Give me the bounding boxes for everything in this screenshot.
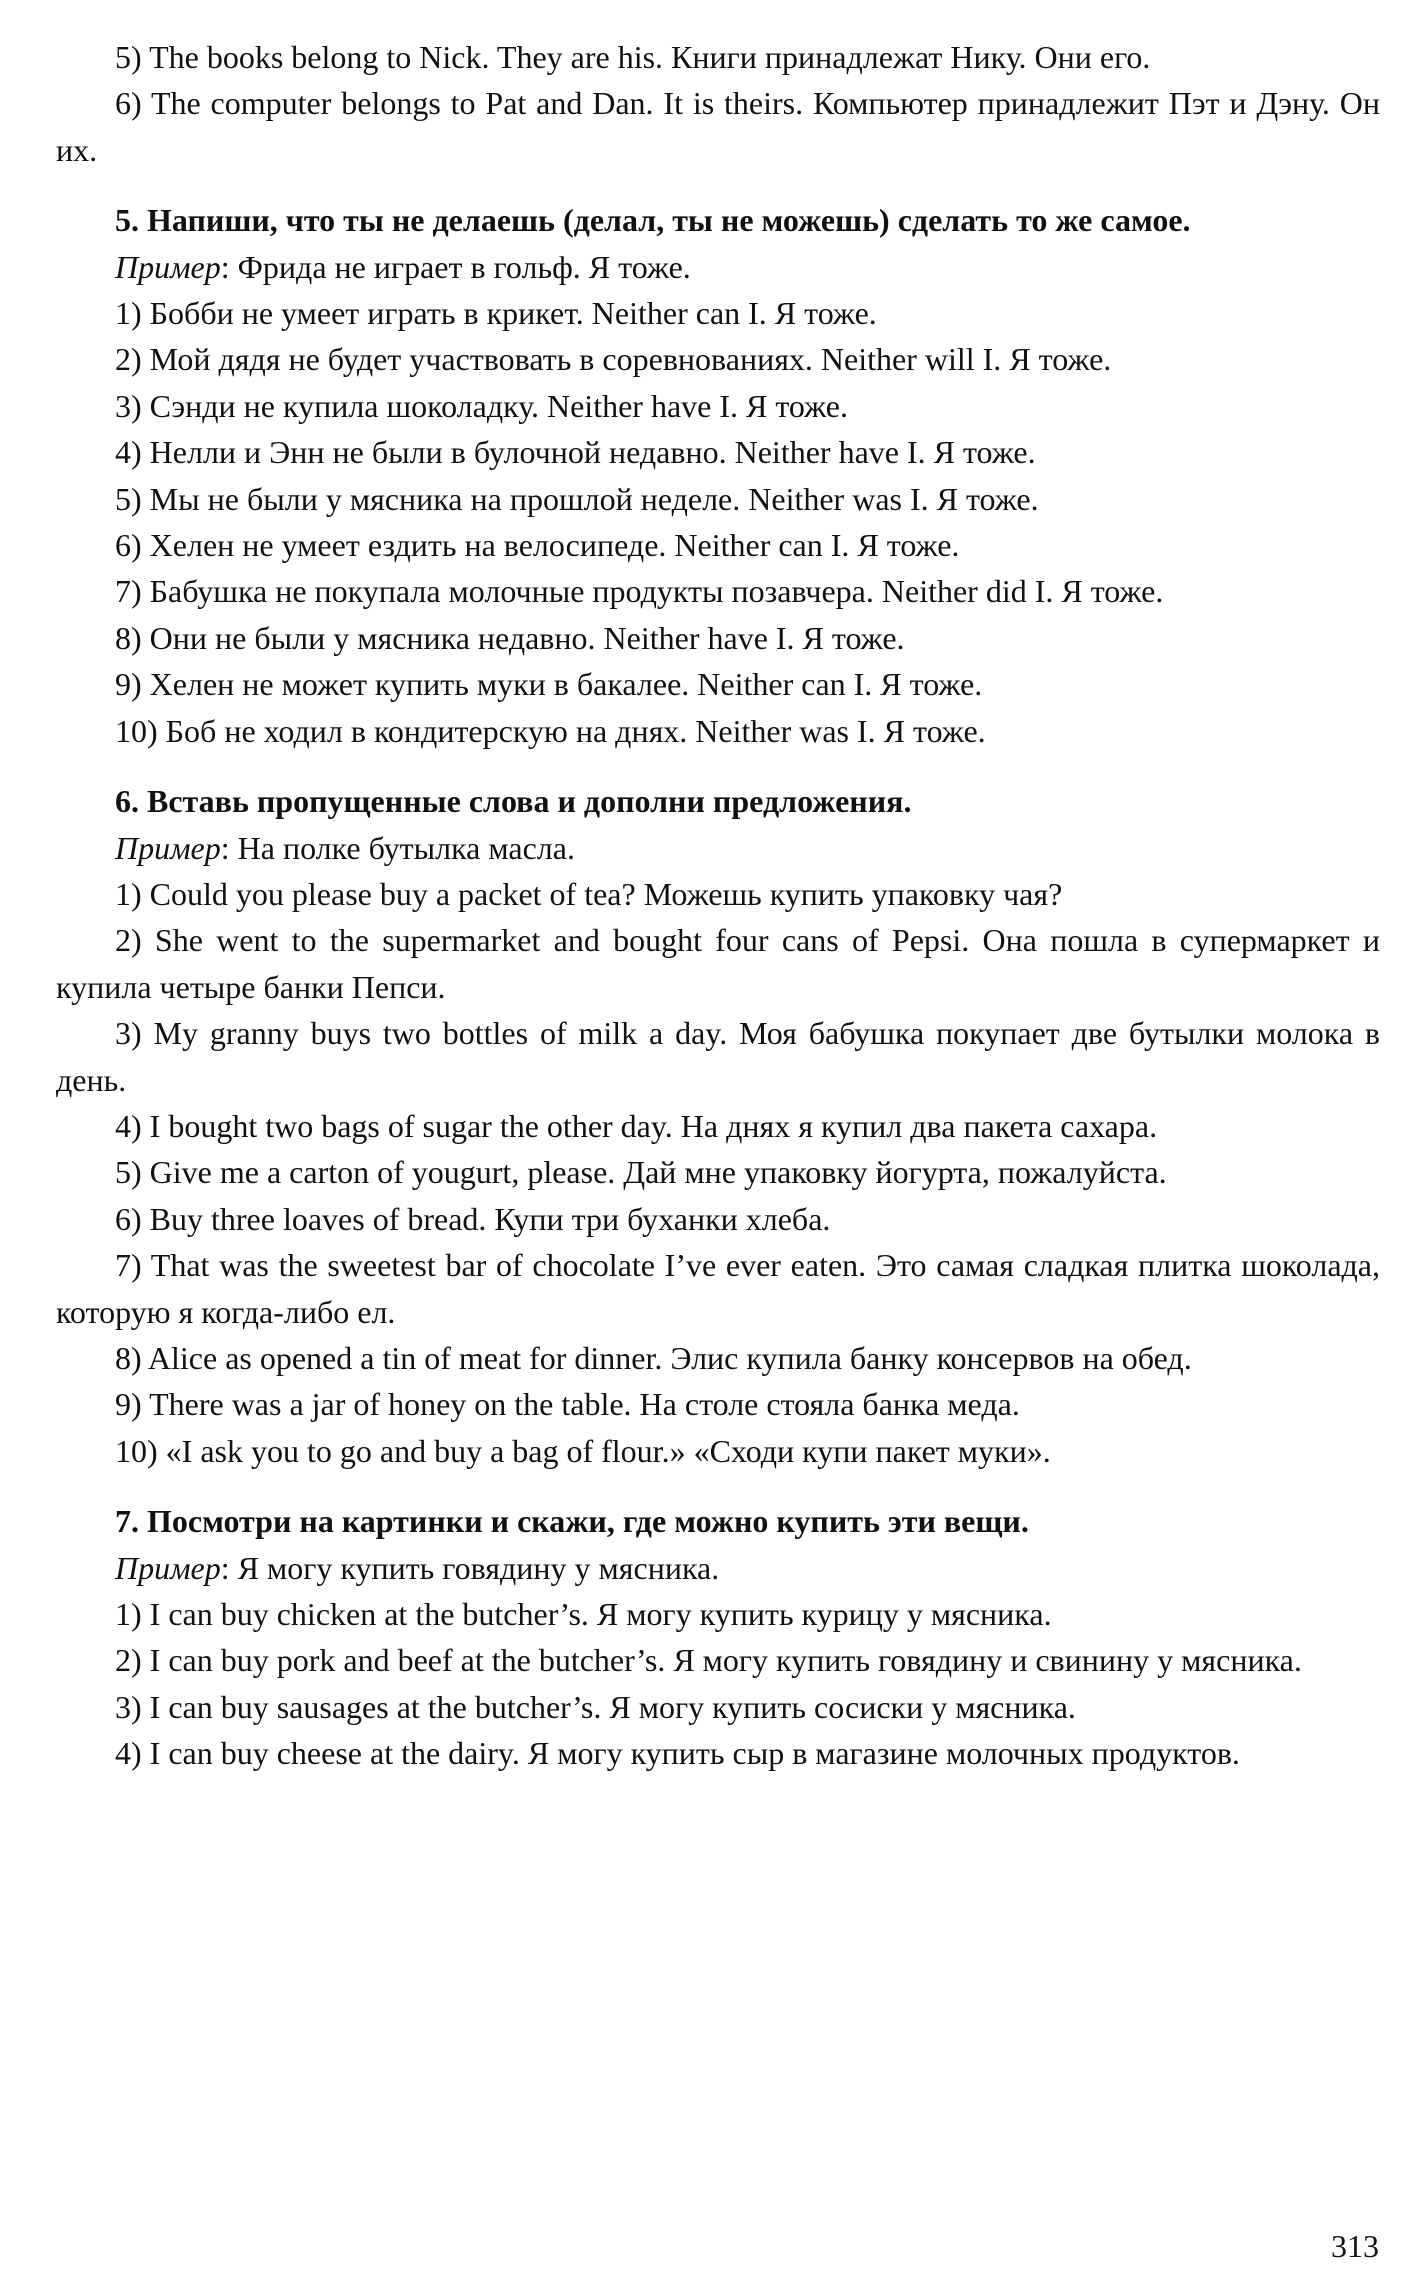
- exercise-5: [56, 197, 1380, 754]
- page-body: [56, 34, 1380, 1777]
- example-text: : На полке бутылка масла.: [220, 829, 575, 866]
- list-item: 10) Боб не ходил в кондитерскую на днях. Neither was I. Я тоже.: [115, 712, 986, 749]
- example-text: : Фрида не играет в гольф. Я тоже.: [220, 248, 691, 285]
- list-item: 10) «I ask you to go and buy a bag of flour.» «Сходи купи пакет муки».: [115, 1432, 1051, 1469]
- list-item: 6) The computer belongs to Pat and Dan. It is theirs. Компьютер принадлежит Пэт и Дэну. Он их.: [56, 85, 1380, 168]
- exercise-heading: 5. Напиши, что ты не делаешь (делал, ты не можешь) сделать то же самое.: [115, 202, 1191, 239]
- exercise-heading: 7. Посмотри на картинки и скажи, где можно купить эти вещи.: [115, 1503, 1029, 1540]
- page-number: 313: [1331, 2228, 1379, 2264]
- exercise-7: [56, 1498, 1380, 1776]
- exercise-6: [56, 778, 1380, 1474]
- list-item: 6) Хелен не умеет ездить на велосипеде. Neither can I. Я тоже.: [115, 527, 960, 564]
- list-item: 4) I bought two bags of sugar the other day. На днях я купил два пакета сахара.: [115, 1107, 1158, 1144]
- list-item: 2) She went to the supermarket and bought four cans of Pepsi. Она пошла в супермаркет и купила четыре банки Пепси.: [56, 922, 1380, 1005]
- list-item: 1) I can buy chicken at the butcher’s. Я могу купить курицу у мясника.: [115, 1596, 1052, 1632]
- list-item: 8) Они не были у мясника недавно. Neither have I. Я тоже.: [115, 619, 905, 656]
- list-item: 7) Бабушка не покупала молочные продукты позавчера. Neither did I. Я тоже.: [115, 573, 1164, 610]
- list-item: 1) Could you please buy a packet of tea? Можешь купить упаковку чая?: [115, 875, 1063, 912]
- list-item: 2) I can buy pork and beef at the butcher’s. Я могу купить говядину и свинину у мясника.: [115, 1642, 1302, 1679]
- example-label: Пример: [115, 248, 221, 285]
- list-item: 7) That was the sweetest bar of chocolate I’ve ever eaten. Это самая сладкая плитка шоколада, которую я когда-либо ел.: [56, 1247, 1380, 1330]
- list-item: 5) The books belong to Nick. They are his. Книги принадлежат Нику. Они его.: [115, 39, 1151, 75]
- list-item: 4) I can buy cheese at the dairy. Я могу купить сыр в магазине молочных продуктов.: [115, 1735, 1240, 1772]
- list-item: 9) Хелен не может купить муки в бакалее. Neither can I. Я тоже.: [115, 666, 983, 703]
- example-label: Пример: [115, 829, 221, 866]
- example: [56, 244, 1380, 290]
- example-text: : Я могу купить говядину у мясника.: [220, 1549, 720, 1586]
- list-item: 9) There was a jar of honey on the table. На столе стояла банка меда.: [115, 1386, 1020, 1423]
- example: [56, 1545, 1380, 1591]
- list-item: 3) I can buy sausages at the butcher’s. Я могу купить сосиски у мясника.: [115, 1688, 1076, 1725]
- list-item: 8) Alice as opened a tin of meat for dinner. Элис купила банку консервов на обед.: [115, 1339, 1192, 1376]
- example: [56, 825, 1380, 871]
- list-item: 3) Сэнди не купила шоколадку. Neither have I. Я тоже.: [115, 387, 848, 424]
- list-item: 5) Мы не были у мясника на прошлой неделе. Neither was I. Я тоже.: [115, 480, 1039, 517]
- list-item: 5) Give me a carton of yougurt, please. Дай мне упаковку йогурта, пожалуйста.: [115, 1154, 1167, 1191]
- list-item: 3) My granny buys two bottles of milk a day. Моя бабушка покупает две бутылки молока в день.: [56, 1015, 1380, 1098]
- list-item: 1) Бобби не умеет играть в крикет. Neither can I. Я тоже.: [115, 295, 877, 332]
- intro-items: [56, 34, 1380, 173]
- example-label: Пример: [115, 1549, 221, 1586]
- list-item: 2) Мой дядя не будет участвовать в соревнованиях. Neither will I. Я тоже.: [115, 341, 1112, 378]
- exercise-heading: 6. Вставь пропущенные слова и дополни предложения.: [115, 783, 912, 820]
- list-item: 4) Нелли и Энн не были в булочной недавно. Neither have I. Я тоже.: [115, 434, 1036, 471]
- list-item: 6) Buy three loaves of bread. Купи три буханки хлеба.: [115, 1200, 831, 1237]
